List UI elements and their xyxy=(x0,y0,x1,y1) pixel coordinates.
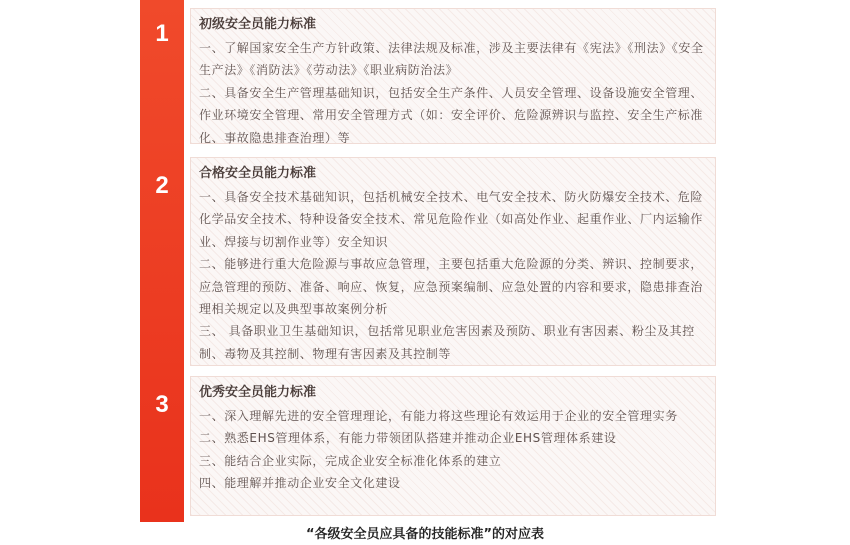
section-line: 三、能结合企业实际，完成企业安全标准化体系的建立 xyxy=(199,453,502,468)
section-line: 三、 具备职业卫生基础知识，包括常见职业危害因素及预防、职业有害因素、粉尘及其控制、毒物及其控制、物理有害因素及其控制等 xyxy=(199,324,695,361)
section-line: 一、深入理解先进的安全管理理论，有能力将这些理论有效运用于企业的安全管理实务 xyxy=(199,409,678,423)
section-number-2: 2 xyxy=(155,172,169,199)
section-title: 合格安全员能力标准 xyxy=(199,166,317,181)
section-line: 二、熟悉EHS管理体系，有能力带领团队搭建并推动企业EHS管理体系建设 xyxy=(199,431,617,446)
section-line: 四、能理解并推动企业安全文化建设 xyxy=(199,476,401,491)
section-card-qualified xyxy=(190,157,716,366)
section-number-3: 3 xyxy=(155,391,169,418)
table-caption: “各级安全员应具备的技能标准”的对应表 xyxy=(305,527,545,542)
section-number-1: 1 xyxy=(155,20,169,47)
red-number-column xyxy=(140,0,184,522)
section-card-excellent xyxy=(190,376,716,516)
skill-standard-table xyxy=(140,0,720,522)
section-title: 优秀安全员能力标准 xyxy=(199,385,317,400)
section-line: 一、具备安全技术基础知识，包括机械安全技术、电气安全技术、防火防爆安全技术、危险化学品安全技术、特种设备安全技术、常见危险作业（如高处作业、起重作业、厂内运输作业、焊接与切割作业等）安全知识 xyxy=(199,190,704,249)
section-card-primary xyxy=(190,8,716,144)
section-line: 一、了解国家安全生产方针政策、法律法规及标准，涉及主要法律有《宪法》《刑法》《安全生产法》《消防法》《劳动法》《职业病防治法》 xyxy=(199,41,704,78)
section-line: 二、能够进行重大危险源与事故应急管理，主要包括重大危险源的分类、辨识、控制要求，应急管理的预防、准备、响应、恢复，应急预案编制、应急处置的内容和要求，隐患排查治理相关规定以及典型事故案例分析 xyxy=(199,257,704,317)
section-line: 二、具备安全生产管理基础知识，包括安全生产条件、人员安全管理、设备设施安全管理、作业环境安全管理、常用安全管理方式（如：安全评价、危险源辨识与监控、安全生产标准化、事故隐患排查治理）等 xyxy=(199,85,704,145)
section-title: 初级安全员能力标准 xyxy=(199,17,317,32)
